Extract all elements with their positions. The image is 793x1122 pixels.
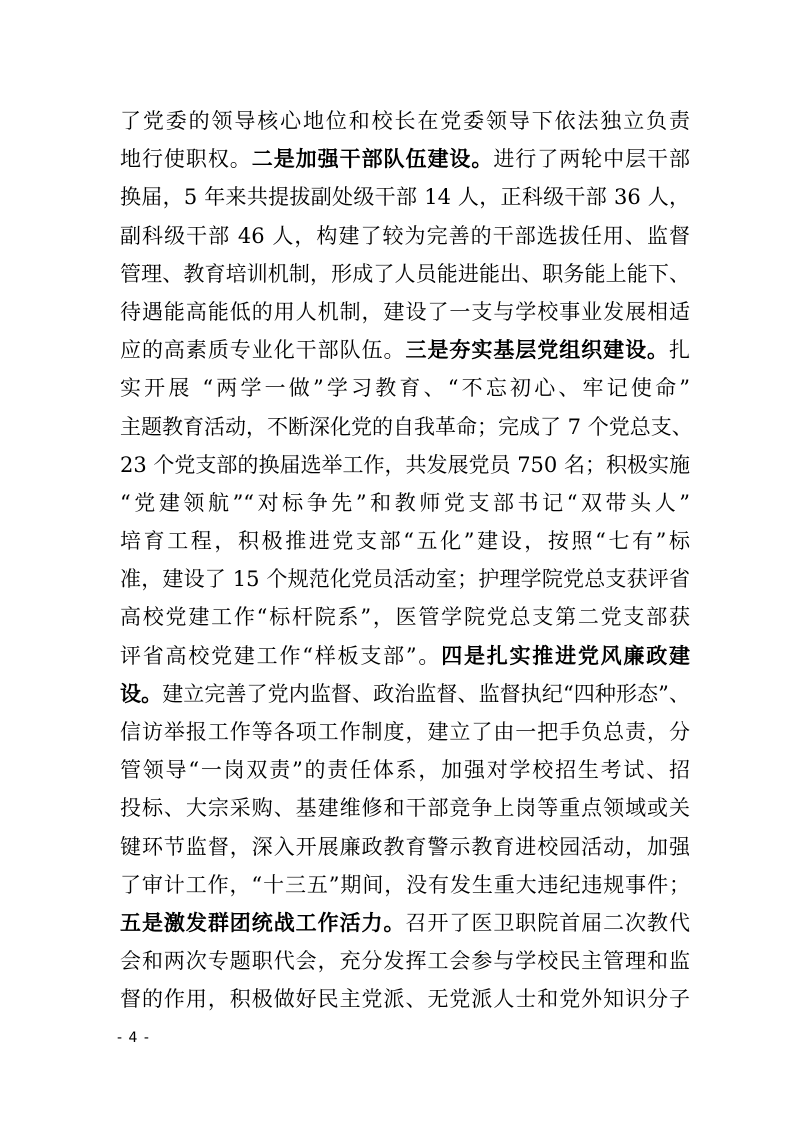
text-line (120, 904, 690, 942)
text-line (120, 789, 690, 827)
text-segment: 了党委的领导核心地位和校长在党委领导下依法独立负责 (120, 109, 690, 133)
text-segment: 进行了两轮中层干部 (493, 147, 691, 172)
text-line (120, 178, 690, 216)
bold-heading-segment: 五是激发群团统战工作活力。 (120, 909, 406, 935)
text-segment: 23 个党支部的换届选举工作，共发展党员 750 名；积极实施 (120, 452, 690, 477)
text-segment: 实开展 “两学一做”学习教育、“不忘初心、牢记使命” (120, 376, 690, 401)
text-line (120, 713, 690, 751)
text-segment: “党建领航”“对标争先”和教师党支部书记“双带头人” (120, 490, 690, 515)
text-segment: 召开了医卫职院首届二次教代 (405, 910, 691, 935)
text-line (120, 484, 690, 522)
text-line (120, 255, 690, 293)
text-line (120, 637, 690, 675)
bold-heading-segment: 设。 (120, 680, 163, 706)
bold-heading-segment: 二是加强干部队伍建设。 (251, 146, 494, 172)
text-line (120, 331, 690, 369)
text-segment: 高校党建工作“标杆院系”，医管学院党总支第二党支部获 (120, 605, 690, 630)
text-segment: 主题教育活动，不断深化党的自我革命；完成了 7 个党总支、 (120, 414, 693, 439)
text-line (120, 408, 693, 446)
text-line (120, 598, 690, 636)
text-segment: 准，建设了 15 个规范化党员活动室；护理学院党总支获评省 (120, 567, 690, 592)
text-line (120, 828, 690, 866)
text-line (120, 522, 690, 560)
text-segment: 会和两次专题职代会，充分发挥工会参与学校民主管理和监 (120, 949, 690, 974)
page-number: - 4 - (117, 1030, 150, 1046)
text-line (120, 102, 690, 140)
text-segment: 待遇能高能低的用人机制，建设了一支与学校事业发展相适 (120, 299, 690, 324)
bold-heading-segment: 三是夯实基层党组织建设。 (405, 337, 670, 363)
text-line (120, 560, 690, 598)
text-segment: 督的作用，积极做好民主党派、无党派人士和党外知识分子 (120, 987, 690, 1012)
text-segment: 地行使职权。 (120, 147, 252, 172)
text-segment: 了审计工作，“十三五”期间，没有发生重大违纪违规事件； (120, 872, 690, 897)
text-line (120, 675, 690, 713)
text-segment: 管领导“一岗双责”的责任体系，加强对学校招生考试、招 (120, 758, 690, 783)
text-line (120, 293, 690, 331)
document-body (120, 102, 693, 1019)
text-segment: 键环节监督，深入开展廉政教育警示教育进校园活动，加强 (120, 834, 690, 859)
text-line (120, 980, 690, 1018)
text-line (120, 217, 690, 255)
text-line (120, 866, 690, 904)
text-segment: 评省高校党建工作“样板支部”。 (120, 643, 442, 668)
text-segment: 信访举报工作等各项工作制度，建立了由一把手负总责，分 (120, 720, 690, 744)
text-segment: 副科级干部 46 人，构建了较为完善的干部选拔任用、监督 (120, 223, 690, 248)
text-line (120, 140, 690, 178)
text-segment: 投标、大宗采购、基建维修和干部竞争上岗等重点领域或关 (120, 796, 690, 821)
text-segment: 扎 (669, 338, 691, 363)
text-line (120, 942, 690, 980)
text-segment: 培育工程，积极推进党支部“五化”建设，按照“七有”标 (120, 529, 690, 554)
text-segment: 应的高素质专业化干部队伍。 (120, 338, 406, 363)
text-line (120, 369, 690, 407)
text-segment: 换届，5 年来共提拔副处级干部 14 人，正科级干部 36 人， (120, 185, 690, 210)
text-line (120, 446, 690, 484)
text-line (120, 751, 690, 789)
bold-heading-segment: 四是扎实推进党风廉政建 (441, 642, 690, 668)
text-segment: 建立完善了党内监督、政治监督、监督执纪“四种形态”、 (162, 681, 690, 706)
text-segment: 管理、教育培训机制，形成了人员能进能出、职务能上能下、 (120, 261, 690, 286)
